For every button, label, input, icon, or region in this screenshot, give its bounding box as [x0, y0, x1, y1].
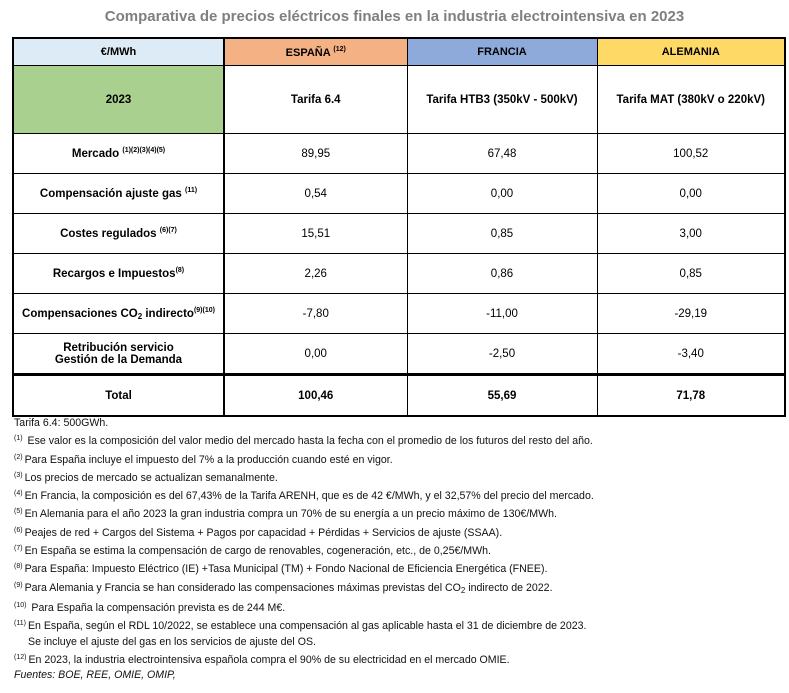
footnote-number: (5) [14, 508, 23, 516]
column-header-france: FRANCIA [407, 38, 597, 66]
footnote-ref: (11) [185, 187, 198, 194]
value-cell: 2,26 [224, 254, 407, 294]
table-row [13, 214, 785, 254]
price-comparison-table [12, 37, 786, 417]
footnote-number: (6) [14, 526, 23, 534]
value-cell: 0,00 [224, 334, 407, 375]
footnote-number: (3) [14, 471, 23, 479]
tariff-france: Tarifa HTB3 (350kV - 500kV) [407, 66, 597, 134]
value-cell: 15,51 [224, 214, 407, 254]
column-header-germany: ALEMANIA [597, 38, 785, 66]
spain-label: ESPAÑA [285, 46, 331, 59]
footnote-number: (7) [14, 545, 23, 553]
footnote-continuation: Se incluye el ajuste del gas en los servicios de ajuste del OS. [28, 635, 316, 648]
footnote [14, 450, 784, 468]
footnote-number: (10) [14, 601, 27, 609]
footnote-text: Para España incluye el impuesto del 7% a la producción cuando esté en vigor. [24, 453, 393, 466]
footnote-number: (4) [14, 490, 23, 498]
value-cell: 3,00 [597, 214, 785, 254]
value-cell: 0,54 [224, 174, 407, 214]
value-cell: 0,85 [597, 254, 785, 294]
row-label-surcharges-taxes [13, 254, 224, 294]
header-row [13, 38, 785, 66]
year-cell: 2023 [13, 66, 224, 134]
row-label-regulated-costs [13, 214, 224, 254]
value-cell: -3,40 [597, 334, 785, 375]
value-cell: -7,80 [224, 294, 407, 334]
row-label-co2-compensation [13, 294, 224, 334]
footnote-ref: (8) [175, 267, 185, 274]
total-france: 55,69 [407, 375, 597, 417]
footnote-number: (1) [14, 435, 23, 443]
footnote-number: (2) [14, 453, 23, 461]
subscript: 2 [460, 585, 466, 595]
footnote-text: Los precios de mercado se actualizan semanalmente. [24, 471, 278, 484]
label-text: Recargos e Impuestos [52, 268, 176, 280]
footnote [14, 559, 784, 577]
footnote [14, 468, 784, 486]
table-row [13, 174, 785, 214]
table-row [13, 254, 785, 294]
footnote-text: Peajes de red + Cargos del Sistema + Pagos por capacidad + Pérdidas + Servicios de ajuste (SSAA). [24, 526, 503, 539]
table-row [13, 134, 785, 174]
total-label: Total [13, 375, 224, 417]
label-text: indirecto [142, 307, 194, 320]
footnote-number: (8) [14, 563, 23, 571]
value-cell: -11,00 [407, 294, 597, 334]
footnote [14, 578, 784, 598]
footnote-ref: (9)(10) [193, 306, 215, 314]
value-cell: 0,00 [407, 174, 597, 214]
row-label-demand-management [13, 334, 224, 375]
footnote [14, 523, 784, 541]
footnote-text: En España, según el RDL 10/2022, se establece una compensación al gas aplicable hasta el 31 de diciembre de 2023. [27, 620, 587, 633]
footnote-number: (11) [14, 620, 26, 628]
value-cell: 100,52 [597, 134, 785, 174]
total-germany: 71,78 [597, 375, 785, 417]
footnote [14, 650, 784, 668]
footnote-text: En 2023, la industria electrointensiva española compra el 90% de su electricidad en el mercado OMIE. [28, 653, 510, 666]
footnote-text: En Alemania para el año 2023 la gran industria compra un 70% de su energía a un precio máximo de 130€/MWh. [24, 508, 557, 521]
value-cell: -2,50 [407, 334, 597, 375]
footnote [14, 504, 784, 522]
footnote-number: (12) [14, 653, 27, 661]
tariff-germany: Tarifa MAT (380kV o 220kV) [597, 66, 785, 134]
value-cell: 0,00 [597, 174, 785, 214]
total-spain: 100,46 [224, 375, 407, 417]
subscript: 2 [137, 311, 143, 321]
value-cell: -29,19 [597, 294, 785, 334]
label-text: Gestión de la Demanda [54, 353, 183, 366]
label-text: Retribución servicio [63, 341, 174, 354]
row-label-mercado [13, 134, 224, 174]
footnote [14, 541, 784, 559]
total-row [13, 375, 785, 417]
footnote [14, 616, 784, 634]
footnote-text: Para España la compensación prevista es de 244 M€. [28, 601, 286, 614]
footnote-ref: (6)(7) [159, 227, 177, 234]
value-cell: 0,85 [407, 214, 597, 254]
footnote [14, 598, 784, 616]
unit-header: €/MWh [13, 38, 224, 66]
footnote [14, 431, 784, 449]
footnote-text: Para España: Impuesto Eléctrico (IE) +Tasa Municipal (TM) + Fondo Nacional de Eficiencia Energética (FNEE). [24, 563, 548, 576]
footnote-ref: (12) [333, 45, 346, 53]
footnote-text: En España se estima la compensación de cargo de renovables, cogeneración, etc., de 0,25€/MWh. [24, 545, 491, 558]
column-header-spain [224, 38, 407, 66]
footnote-text: Ese valor es la composición del valor medio del mercado hasta la fecha con el promedio de los futuros del resto del año. [24, 435, 593, 448]
sources: Fuentes: BOE, REE, OMIE, OMIP, [14, 669, 176, 682]
row-label-gas-compensation [13, 174, 224, 214]
tariff-row [13, 66, 785, 134]
label-text: Compensación ajuste gas [39, 188, 182, 200]
label-text: Costes regulados [60, 228, 157, 240]
footnote-text: Para Alemania y Francia se han considerado las compensaciones máximas previstas del CO [24, 581, 461, 594]
footnote-text: indirecto de 2022. [465, 581, 553, 594]
footnote-text: En Francia, la composición es del 67,43% de la Tarifa ARENH, que es de 42 €/MWh, y el 32,57% del precio del mercado. [24, 490, 594, 503]
label-text: Compensaciones CO [22, 307, 138, 320]
label-text: Mercado [71, 148, 120, 160]
tariff-spain: Tarifa 6.4 [224, 66, 407, 134]
value-cell: 0,86 [407, 254, 597, 294]
value-cell: 67,48 [407, 134, 597, 174]
footnote-number: (9) [14, 581, 23, 589]
tariff-note: Tarifa 6.4: 500GWh. [14, 417, 109, 429]
footnotes [14, 416, 784, 683]
table-row [13, 334, 785, 375]
value-cell: 89,95 [224, 134, 407, 174]
footnote [14, 486, 784, 504]
table-row [13, 294, 785, 334]
page-title: Comparativa de precios eléctricos finales en la industria electrointensiva en 2023 [104, 8, 685, 25]
footnote-ref: (1)(2)(3)(4)(5) [122, 147, 166, 154]
